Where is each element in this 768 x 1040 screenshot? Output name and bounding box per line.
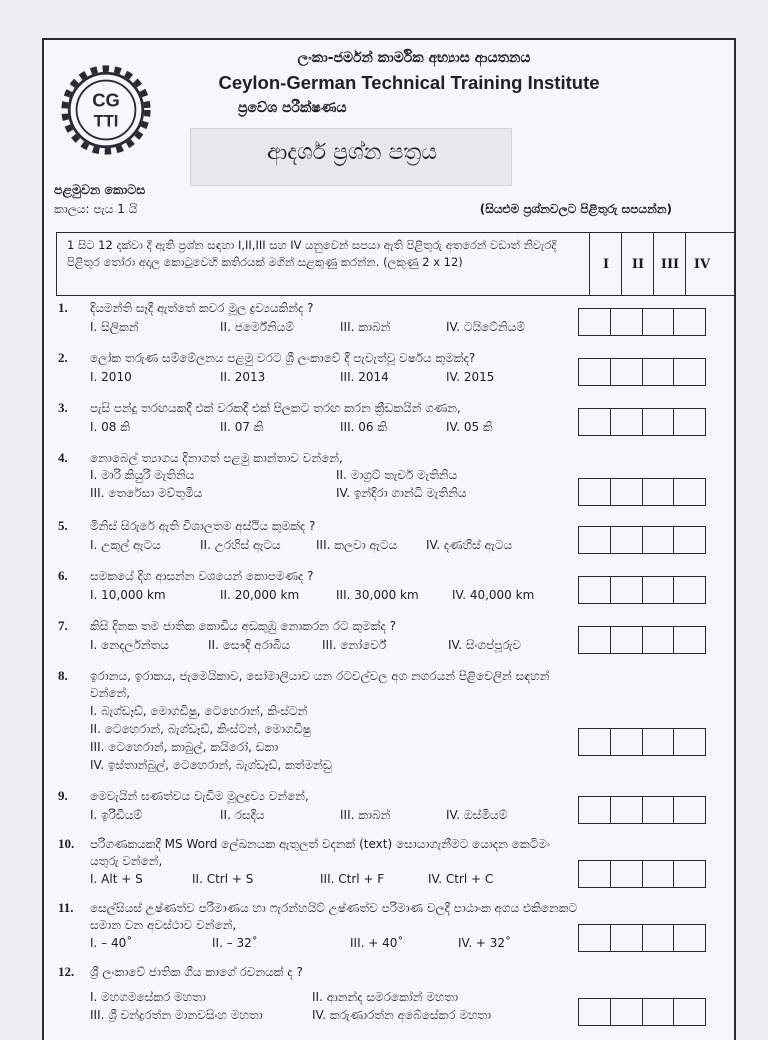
answer-boxes[interactable] [578, 526, 706, 554]
answer-box-iv[interactable] [673, 999, 705, 1025]
answer-box-iii[interactable] [642, 577, 674, 603]
answer-box-iv[interactable] [673, 409, 705, 435]
answer-box-ii[interactable] [610, 627, 642, 653]
question-text: ඉරානය, ඉරාකය, ජැමෙයිකාව, සෝමාලියාව යන රටවල්වල අග නගරයන් පිළිවෙලින් සඳහන් වන්නේ, [90, 669, 550, 700]
column-header-iv: IV [685, 233, 718, 295]
question-number: 9. [58, 788, 68, 803]
time-label: කාලය: පැය 1 යි [54, 202, 138, 216]
answer-box-ii[interactable] [610, 999, 642, 1025]
option-2: II. මාග්‍රට් තැචර් මැතිනිය [336, 468, 458, 482]
answer-box-ii[interactable] [610, 797, 642, 823]
option-3: III. කලවා ඇටය [316, 538, 398, 552]
answer-box-ii[interactable] [610, 409, 642, 435]
answer-box-i[interactable] [579, 729, 610, 755]
answer-box-iv[interactable] [673, 729, 705, 755]
answer-box-iv[interactable] [673, 797, 705, 823]
option-1: I. 10,000 km [90, 588, 166, 602]
answer-boxes[interactable] [578, 308, 706, 336]
answer-box-iii[interactable] [642, 627, 674, 653]
option-4: IV. සිංගප්පූරුව [448, 638, 521, 652]
question-text: දියමන්ති සෑදී ඇත්තේ කවර මූල ද්‍රව්‍යයකින්ද ? [90, 301, 314, 315]
answer-boxes[interactable] [578, 998, 706, 1026]
option-4: IV. දණහිස් ඇටය [426, 538, 513, 552]
answer-box-iii[interactable] [642, 925, 674, 951]
question-text: පැසි පන්දු තරඟයකදී එක් වරකදී එක් පිලකට තරඟ කරන ක්‍රීඩකයින් ගණන, [90, 401, 461, 415]
logo-text-bottom: TTI [93, 111, 119, 131]
answer-box-ii[interactable] [610, 861, 642, 887]
part-label: පළමුවන කොටස [54, 182, 146, 197]
question-number: 12. [58, 964, 75, 979]
option-2: II. රසදිය [220, 808, 265, 822]
question-text: ලෝක තරුණ සම්මේලනය පළමු වරට ශ්‍රී ලංකාවේ දී පැවැත්වූ වර්ෂය කුමක්ද? [90, 351, 476, 365]
answer-box-iv[interactable] [673, 577, 705, 603]
question-number: 7. [58, 618, 68, 633]
answer-box-iii[interactable] [642, 409, 674, 435]
question-text: පරිගණකයකදී MS Word ලේඛනයක ඇතුලත් වදනක් (text) සොයාගැනීමට යොදන කෙටිමං යතුරු වන්නේ, [90, 837, 550, 868]
option-2: II. – 32˚ [212, 936, 258, 950]
question-number: 6. [58, 568, 68, 583]
exam-sheet [42, 38, 736, 1040]
question-number: 2. [58, 350, 68, 365]
question-text: කිසි දිනක තම ජාතික කොඩිය අඩකුඹු නොකරන රට කුමක්ද ? [90, 619, 397, 633]
answer-box-i[interactable] [579, 479, 610, 505]
question-text: ශ්‍රී ලංකාවේ ජාතික ගීය කාගේ රචනයක් ද ? [90, 965, 303, 979]
answer-box-i[interactable] [579, 797, 610, 823]
question-number: 10. [58, 836, 75, 851]
option-3: III. 2014 [340, 370, 389, 384]
question-number: 5. [58, 518, 68, 533]
option-3: III. + 40˚ [350, 936, 404, 950]
answer-boxes[interactable] [578, 478, 706, 506]
option-2: II. ජර්මේනියම් [220, 320, 294, 334]
exam-title: ප්‍රවේශ පරීක්ෂණය [238, 100, 347, 116]
answer-box-i[interactable] [579, 409, 610, 435]
option-1: I. ඉරිඩියම් [90, 808, 143, 822]
option-1: I. Alt + S [90, 872, 143, 886]
question-text: මිනිස් සිරුරේ ඇති විශාලතම අස්ථිය කුමක්ද ? [90, 519, 316, 533]
question-number: 1. [58, 300, 68, 315]
option-4: IV. කරුණාරත්න අබේසේකර මහතා [312, 1008, 492, 1022]
option-1: I. මාරි කියුරි මැතිනිය [90, 468, 195, 482]
answer-box-iii[interactable] [642, 527, 674, 553]
answer-box-iii[interactable] [642, 359, 674, 385]
question-text: සමකයේ දිග ආසන්න වශයෙන් කොපමණද ? [90, 569, 314, 583]
answer-box-iii[interactable] [642, 479, 674, 505]
question-text: මෙවැයින් ඝණත්වය වැඩිම මූලද්‍රව්‍ය වන්නේ, [90, 789, 309, 803]
cgtti-logo [60, 64, 152, 156]
answer-boxes[interactable] [578, 576, 706, 604]
option-2: II. උරහිස් ඇටය [200, 538, 281, 552]
answer-box-ii[interactable] [610, 925, 642, 951]
institute-name-sinhala: ලංකා-ජර්මන් කාර්මික අභ්‍යාස ආයතනය [297, 50, 531, 66]
option-1: I. නෙදර්ලන්තය [90, 638, 169, 652]
answer-box-iii[interactable] [642, 999, 674, 1025]
option-3: III. ශ්‍රී චන්ද්‍රරත්න මානවසිංහ මහතා [90, 1008, 263, 1022]
answer-boxes[interactable] [578, 796, 706, 824]
option-3: III. 30,000 km [336, 588, 419, 602]
option-2: II. 07 කි [220, 420, 264, 434]
answer-boxes[interactable] [578, 408, 706, 436]
answer-box-iii[interactable] [642, 861, 674, 887]
answer-box-i[interactable] [579, 999, 610, 1025]
option-1: I. සිලිකන් [90, 320, 139, 334]
answer-boxes[interactable] [578, 626, 706, 654]
option-4: IV. ටයිටේනියම් [446, 320, 525, 334]
column-header-i: I [589, 233, 622, 295]
answer-box-i[interactable] [579, 627, 610, 653]
question-text: නොබෙල් ත්‍යාගය දිනාගත් පළමු කාන්තාව වන්නේ, [90, 451, 343, 465]
option-4: IV. Ctrl + C [428, 872, 494, 886]
answer-box-i[interactable] [579, 925, 610, 951]
answer-boxes[interactable] [578, 924, 706, 952]
option-1: I. – 40˚ [90, 936, 133, 950]
answer-box-ii[interactable] [610, 729, 642, 755]
option-2: II. 20,000 km [220, 588, 300, 602]
option-1: I. 2010 [90, 370, 132, 384]
option-2: II. 2013 [220, 370, 266, 384]
option-2: II. ටෙහෙරාන්, බැග්ඩෑඩ්, කිංස්ටන්, මොගඩිෂු [90, 722, 311, 736]
option-3: III. Ctrl + F [320, 872, 385, 886]
instruction-box [56, 232, 736, 296]
answer-box-i[interactable] [579, 359, 610, 385]
answer-box-iv[interactable] [673, 479, 705, 505]
answer-box-iv[interactable] [673, 527, 705, 553]
option-4: IV. 2015 [446, 370, 495, 384]
option-1: I. උකුල් ඇටය [90, 538, 161, 552]
answer-box-iii[interactable] [642, 797, 674, 823]
option-4: IV. ඉස්තාන්බුල්, ටෙහෙරාන්, බැග්ඩෑඩ්, කත්මන්ඩු [90, 758, 332, 772]
question-number: 11. [58, 900, 74, 915]
option-4: IV. 40,000 km [452, 588, 535, 602]
answer-box-iv[interactable] [673, 309, 705, 335]
answer-box-ii[interactable] [610, 359, 642, 385]
option-4: IV. + 32˚ [458, 936, 511, 950]
option-4: IV. ඉන්දිරා ගාන්ධි මැතිනිය [336, 486, 467, 500]
institute-name-english: Ceylon-German Technical Training Institute [218, 72, 600, 93]
instruction-text: 1 සිට 12 දක්වා දී ඇති ප්‍රශ්න සඳහා I,II,III සහ IV යනුවෙන් සපයා ඇති පිළිතුරු අතරෙන් වඩාත් නිවැරදි පිළිතුර තෝරා අදාල කොටුවෙහි කතිරයක් මගින් සළකුණු කරන්න. (ලකුණු 2 x 12) [67, 238, 557, 269]
answer-box-i[interactable] [579, 861, 610, 887]
option-2: II. සෞදි අරාබිය [208, 638, 290, 652]
answer-box-iv[interactable] [673, 861, 705, 887]
question-number: 8. [58, 668, 68, 683]
answer-boxes[interactable] [578, 358, 706, 386]
answer-box-ii[interactable] [610, 479, 642, 505]
option-3: III. නෝර්වේ [322, 638, 387, 652]
option-1: I. මහගමසේකර මහතා [90, 990, 206, 1004]
answer-boxes[interactable] [578, 860, 706, 888]
logo-text-top: CG [92, 89, 120, 111]
option-1: I. බැග්ඩෑඩ්, මොගඩිෂු, ටෙහෙරාන්, කිංස්ටන් [90, 704, 308, 718]
answer-box-iii[interactable] [642, 309, 674, 335]
answer-all-note: (සියළුම ප්‍රශ්නවලට පිළිතුරු සපයන්න) [479, 202, 672, 216]
answer-box-iii[interactable] [642, 729, 674, 755]
option-3: III. කාබන් [340, 808, 391, 822]
column-header-ii: II [621, 233, 654, 295]
answer-box-ii[interactable] [610, 577, 642, 603]
answer-box-iv[interactable] [673, 627, 705, 653]
answer-box-iv[interactable] [673, 925, 705, 951]
option-2: II. Ctrl + S [192, 872, 254, 886]
column-header-iii: III [653, 233, 686, 295]
option-3: III. තෙරේසා මව්තුමිය [90, 486, 203, 500]
answer-box-i[interactable] [579, 309, 610, 335]
option-3: III. කාබන් [340, 320, 391, 334]
answer-box-ii[interactable] [610, 527, 642, 553]
question-text: සෙල්සියස් උෂ්ණත්ව පරිමාණය හා ෆැරන්හයිට් උෂ්ණත්ව පරිමාණ වලදී පාඨාංක අගය එකිනෙකට සමාන වන අවස්ථාව වන්නේ, [90, 901, 578, 932]
option-3: III. 06 කි [340, 420, 388, 434]
answer-boxes[interactable] [578, 728, 706, 756]
answer-box-ii[interactable] [610, 309, 642, 335]
option-4: IV. 05 කි [446, 420, 493, 434]
paper-title: ආදර්ශ ප්‍රශ්න පත්‍රය [266, 140, 438, 165]
option-1: I. 08 කි [90, 420, 130, 434]
option-3: III. ටෙහෙරාන්, කාබුල්, කයිරෝ, ඩකා [90, 740, 279, 754]
option-2: II. ආනන්ද සමරකෝන් මහතා [312, 990, 459, 1004]
question-number: 3. [58, 400, 68, 415]
answer-box-i[interactable] [579, 577, 610, 603]
question-number: 4. [58, 450, 68, 465]
option-4: IV. ඔස්මියම් [446, 808, 508, 822]
answer-box-i[interactable] [579, 527, 610, 553]
answer-box-iv[interactable] [673, 359, 705, 385]
